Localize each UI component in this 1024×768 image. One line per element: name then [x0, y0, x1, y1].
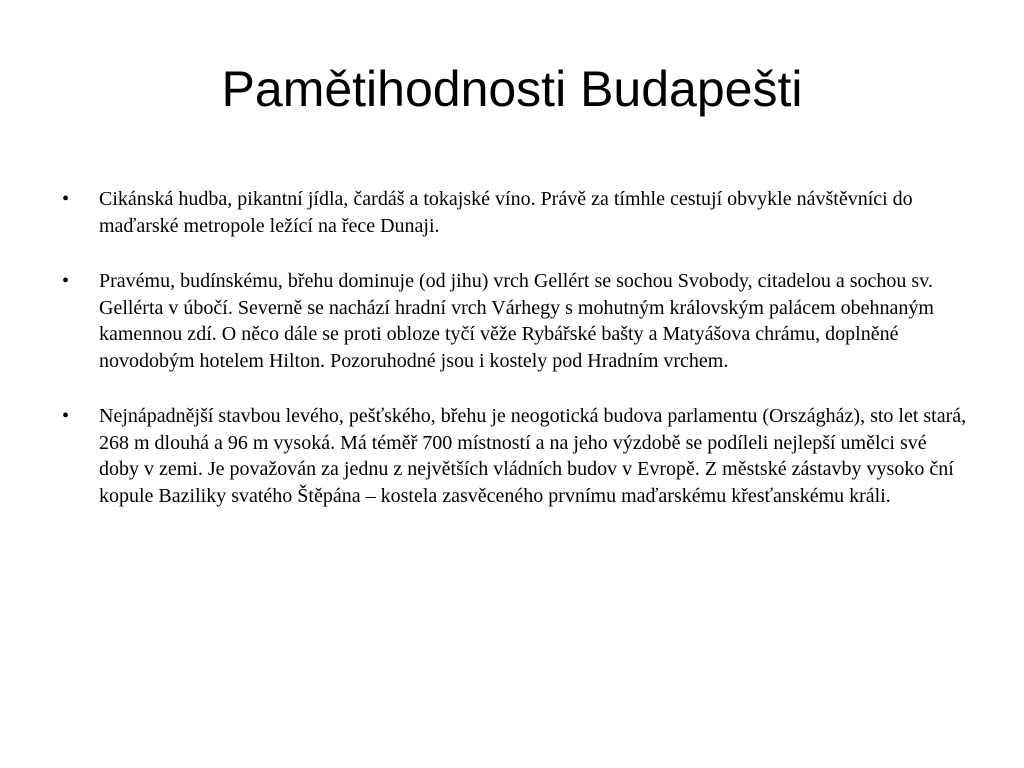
- bullet-marker: •: [62, 270, 70, 292]
- bullet-text: Cikánská hudba, pikantní jídla, čardáš a tokajské víno. Právě za tímhle cestují obvykle návštěvníci do maďarské metropole ležící na řece Dunaji.: [99, 188, 913, 237]
- bullet-text: Pravému, budínskému, břehu dominuje (od jihu) vrch Gellért se sochou Svobody, citadelou a sochou sv. Gellérta v úbočí. Severně se nachází hradní vrch Várhegy s mohutným královským palácem obehnaným kamennou zdí. O něco dále se proti obloze tyčí věže Rybářské bašty a Matyášova chrámu, doplněné novodobým hotelem Hilton. Pozoruhodné jsou i kostely pod Hradním vrchem.: [99, 270, 934, 372]
- slide-title: Pamětihodnosti Budapešti: [221, 61, 803, 117]
- bullet-marker: •: [62, 405, 70, 427]
- bullet-list: [62, 186, 967, 538]
- bullet-item: [62, 186, 967, 239]
- bullet-item: [62, 268, 967, 374]
- bullet-text: Nejnápadnější stavbou levého, pešťského, břehu je neogotická budova parlamentu (Országház), sto let stará, 268 m dlouhá a 96 m vysoká. Má téměř 700 místností a na jeho výzdobě se podíleli nejlepší umělci své doby v zemi. Je považován za jednu z největších vládních budov v Evropě. Z městské zástavby vysoko ční kopule Baziliky svatého Štěpána – kostela zasvěceného prvnímu maďarskému křesťanskému králi.: [99, 405, 967, 507]
- bullet-item: [62, 403, 967, 509]
- bullet-marker: •: [62, 188, 70, 210]
